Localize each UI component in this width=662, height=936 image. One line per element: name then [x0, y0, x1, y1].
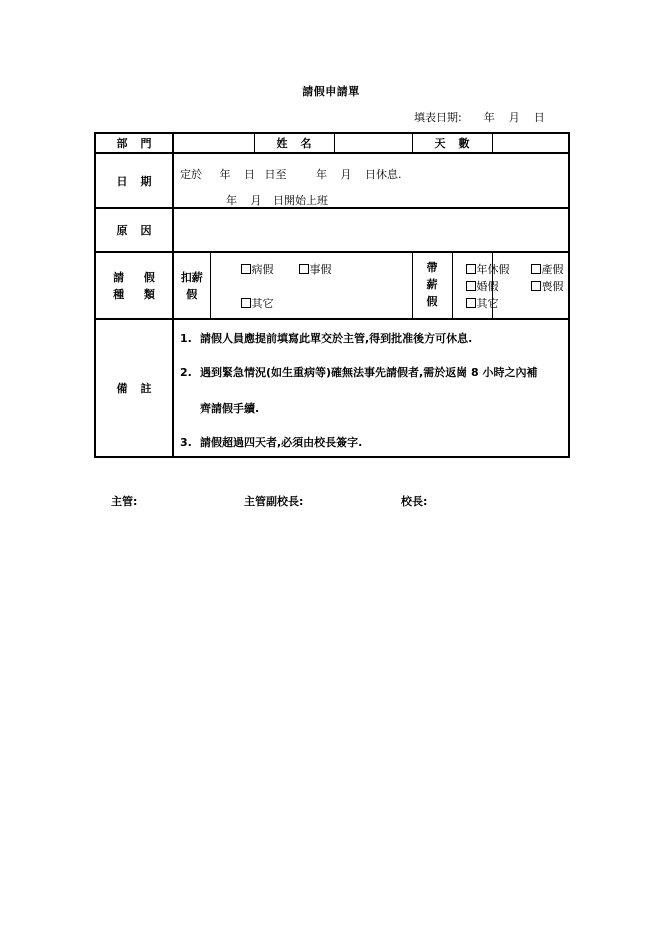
date-end-month: 月 [340, 168, 352, 181]
date-row [95, 153, 569, 208]
personal-leave-option[interactable]: 事假 [299, 261, 332, 277]
leave-type-label-cell [95, 252, 173, 319]
vice-principal-signature-label: 主管副校長: [244, 495, 304, 508]
marriage-leave-option[interactable]: 婚假 [466, 278, 499, 294]
department-row [95, 133, 569, 153]
date-rest: 日休息. [365, 168, 402, 181]
note-item: 1. 請假人員應提前填寫此單交於主管,得到批准後方可休息. [180, 332, 473, 345]
maternity-leave-option[interactable]: 產假 [531, 261, 564, 277]
checkbox-icon[interactable] [466, 264, 476, 274]
date-end-year: 年 [316, 168, 327, 181]
department-label-cell [95, 133, 173, 153]
reason-row [95, 208, 569, 252]
unpaid-label-1: 扣薪 [180, 270, 203, 284]
date-label: 日期 [116, 174, 165, 188]
checkbox-icon[interactable] [531, 281, 541, 291]
reason-value-cell[interactable] [173, 208, 569, 252]
unpaid-other-option[interactable]: 其它 [241, 295, 274, 311]
annual-leave-option[interactable]: 年休假 [466, 261, 510, 277]
paid-leave-label: 帶 薪 假 [413, 253, 453, 318]
checkbox-icon[interactable] [531, 264, 541, 274]
bereavement-leave-option[interactable]: 喪假 [531, 278, 564, 294]
unpaid-leave-label-cell [173, 252, 210, 319]
date-line-return [226, 192, 328, 208]
notes-row [95, 319, 569, 457]
fill-date-month: 月 [508, 111, 520, 124]
leave-type-label-1: 請 假 [113, 270, 155, 284]
date-prefix: 定於 [180, 168, 202, 181]
return-year: 年 [226, 194, 237, 207]
form-title: 請假申請單 [302, 85, 360, 98]
unpaid-label-2: 假 [186, 287, 198, 301]
note-item: 2. 遇到緊急情況(如生重病等)確無法事先請假者,需於返崗 8 小時之內補 [180, 366, 538, 379]
days-label-cell [412, 133, 492, 153]
fill-date-day: 日 [533, 111, 545, 124]
department-value-cell[interactable] [173, 133, 254, 153]
name-label-cell [254, 133, 334, 153]
date-label-cell [95, 153, 173, 208]
name-label: 姓名 [276, 137, 325, 150]
return-month: 月 [250, 194, 262, 207]
fill-date-line [414, 109, 545, 125]
paid-other-option[interactable]: 其它 [466, 295, 499, 311]
checkbox-icon[interactable] [241, 264, 251, 274]
days-label: 天數 [434, 137, 483, 150]
fill-date-year: 年 [483, 111, 495, 124]
date-to: 日至 [264, 168, 287, 181]
principal-signature-label: 校長: [401, 495, 428, 508]
sick-leave-option[interactable]: 病假 [241, 261, 274, 277]
checkbox-icon[interactable] [466, 281, 476, 291]
leave-form-table [94, 132, 570, 458]
notes-label: 備註 [116, 382, 165, 395]
name-value-cell[interactable] [334, 133, 412, 153]
unpaid-leave-options [210, 252, 412, 319]
notes-label-cell [95, 319, 173, 457]
reason-label: 原因 [116, 224, 165, 237]
leave-type-row [95, 252, 569, 319]
leave-type-label-2: 種 類 [113, 287, 155, 301]
paid-leave-cell [412, 252, 510, 319]
fill-date-label: 填表日期: [414, 111, 462, 124]
reason-label-cell [95, 208, 173, 252]
supervisor-signature-label: 主管: [111, 495, 138, 508]
date-start-day: 日 [244, 168, 255, 181]
return-to-work: 日開始上班 [273, 194, 328, 207]
checkbox-icon[interactable] [299, 264, 309, 274]
notes-content-cell [173, 319, 569, 457]
note-item: 齊請假手續. [200, 402, 260, 415]
paid-leave-options-right [492, 252, 569, 319]
note-item: 3. 請假超過四天者,必須由校長簽字. [180, 436, 363, 449]
date-value-cell[interactable] [173, 153, 569, 208]
checkbox-icon[interactable] [466, 298, 476, 308]
days-value-cell[interactable] [492, 133, 569, 153]
date-line-start [180, 166, 402, 182]
checkbox-icon[interactable] [241, 298, 251, 308]
date-start-year: 年 [219, 168, 231, 181]
department-label: 部門 [116, 137, 165, 150]
